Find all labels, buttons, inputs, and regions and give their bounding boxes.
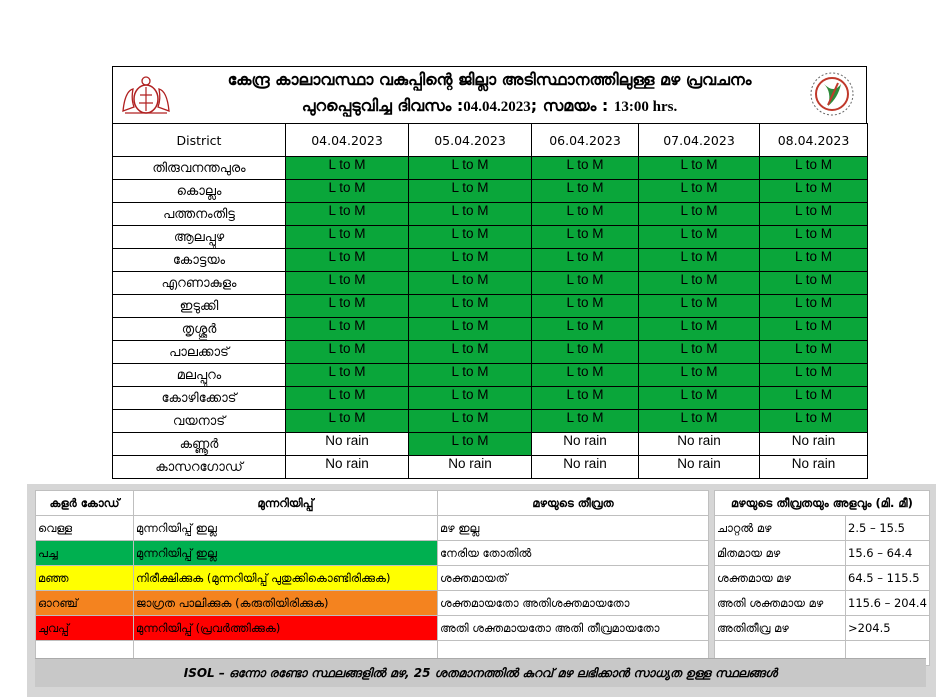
intensity-text: നേരിയ തോതിൽ	[438, 541, 709, 566]
table-row	[113, 387, 868, 410]
forecast-cell: L to M	[639, 341, 760, 364]
intensity-amount-header: മഴയുടെ തീവ്രതയും അളവും (മി. മീ)	[715, 491, 930, 516]
forecast-cell: L to M	[286, 295, 409, 318]
color-swatch: ചുവപ്പ്	[36, 616, 134, 641]
forecast-cell: L to M	[532, 410, 639, 433]
forecast-cell: L to M	[639, 249, 760, 272]
color-code-legend	[27, 484, 936, 697]
forecast-cell: L to M	[639, 318, 760, 341]
forecast-cell: No rain	[760, 433, 868, 456]
date-header: 05.04.2023	[409, 124, 532, 157]
forecast-cell: L to M	[639, 364, 760, 387]
warning-text: ജാഗ്രത പാലിക്കുക (കരുതിയിരിക്കുക)	[134, 591, 438, 616]
district-rain-forecast	[112, 66, 867, 479]
forecast-header	[112, 66, 867, 123]
district-name: ഇടുക്കി	[113, 295, 286, 318]
table-row	[113, 318, 868, 341]
forecast-cell: L to M	[639, 157, 760, 180]
forecast-cell: L to M	[409, 295, 532, 318]
kerala-state-emblem-icon	[121, 73, 171, 117]
rain-range: >204.5	[846, 616, 930, 641]
legend-row	[36, 516, 930, 541]
forecast-cell: L to M	[760, 157, 868, 180]
table-row	[113, 295, 868, 318]
forecast-cell: L to M	[409, 410, 532, 433]
table-row	[113, 180, 868, 203]
legend-header-row	[36, 491, 930, 516]
forecast-cell: L to M	[532, 249, 639, 272]
forecast-cell: L to M	[760, 203, 868, 226]
forecast-header-row	[113, 124, 868, 157]
forecast-cell: L to M	[760, 180, 868, 203]
forecast-cell: L to M	[409, 433, 532, 456]
forecast-cell: L to M	[532, 387, 639, 410]
table-row	[113, 341, 868, 364]
forecast-cell: L to M	[409, 249, 532, 272]
color-swatch: ഓറഞ്ച്	[36, 591, 134, 616]
district-name: ആലപ്പുഴ	[113, 226, 286, 249]
table-row	[113, 249, 868, 272]
issue-label: പുറപ്പെടുവിച്ച ദിവസം :	[301, 96, 464, 115]
legend-table	[35, 490, 930, 666]
forecast-cell: No rain	[532, 433, 639, 456]
color-swatch: വെള്ള	[36, 516, 134, 541]
rain-category: മിതമായ മഴ	[715, 541, 846, 566]
district-name: എറണാകുളം	[113, 272, 286, 295]
forecast-cell: L to M	[409, 387, 532, 410]
forecast-cell: L to M	[639, 180, 760, 203]
forecast-cell: L to M	[286, 226, 409, 249]
forecast-cell: L to M	[639, 272, 760, 295]
forecast-title: കേന്ദ്ര കാലാവസ്ഥാ വകുപ്പിന്റെ ജില്ലാ അടിസ്ഥാനത്തിലുള്ള മഴ പ്രവചനം	[227, 70, 752, 89]
forecast-cell: L to M	[532, 341, 639, 364]
district-name: പത്തനംതിട്ട	[113, 203, 286, 226]
warning-text: മുന്നറിയിപ്പ് ഇല്ല	[134, 541, 438, 566]
district-name: വയനാട്	[113, 410, 286, 433]
rain-category: അതിതീവ്ര മഴ	[715, 616, 846, 641]
table-row	[113, 226, 868, 249]
forecast-cell: L to M	[760, 410, 868, 433]
forecast-cell: L to M	[409, 364, 532, 387]
forecast-cell: L to M	[532, 203, 639, 226]
forecast-cell: L to M	[286, 157, 409, 180]
rain-range: 2.5 – 15.5	[846, 516, 930, 541]
district-name: പാലക്കാട്	[113, 341, 286, 364]
forecast-table	[112, 123, 868, 479]
forecast-cell: L to M	[639, 410, 760, 433]
imd-logo-icon	[808, 70, 856, 118]
forecast-cell: L to M	[639, 295, 760, 318]
table-row	[113, 433, 868, 456]
legend-row	[36, 616, 930, 641]
issue-date: 04.04.2023	[463, 99, 531, 115]
warning-text: നിരീക്ഷിക്കുക (മുന്നറിയിപ്പ് പുതുക്കികൊണ്ടിരിക്കുക)	[134, 566, 438, 591]
forecast-issue-line	[173, 96, 806, 116]
forecast-cell: L to M	[286, 249, 409, 272]
forecast-cell: L to M	[286, 341, 409, 364]
intensity-text: മഴ ഇല്ല	[438, 516, 709, 541]
district-name: കോഴിക്കോട്	[113, 387, 286, 410]
district-name: മലപ്പുറം	[113, 364, 286, 387]
forecast-cell: No rain	[409, 456, 532, 479]
forecast-cell: L to M	[532, 226, 639, 249]
rain-category: ശക്തമായ മഴ	[715, 566, 846, 591]
district-header: District	[113, 124, 286, 157]
issue-time: 13:00 hrs.	[613, 99, 678, 115]
date-header: 07.04.2023	[639, 124, 760, 157]
table-row	[113, 272, 868, 295]
forecast-cell: L to M	[760, 226, 868, 249]
forecast-cell: L to M	[409, 272, 532, 295]
forecast-cell: L to M	[532, 295, 639, 318]
forecast-cell: L to M	[286, 203, 409, 226]
district-name: തിരുവനന്തപുരം	[113, 157, 286, 180]
intensity-text: ശക്തമായത്	[438, 566, 709, 591]
rain-category: അതി ശക്തമായ മഴ	[715, 591, 846, 616]
forecast-cell: L to M	[286, 410, 409, 433]
table-row	[113, 364, 868, 387]
forecast-cell: No rain	[760, 456, 868, 479]
warning-text: മുന്നറിയിപ്പ് (പ്രവർത്തിക്കുക)	[134, 616, 438, 641]
forecast-cell: No rain	[286, 433, 409, 456]
forecast-cell: L to M	[760, 249, 868, 272]
table-row	[113, 456, 868, 479]
district-name: കണ്ണൂർ	[113, 433, 286, 456]
rain-range: 15.6 – 64.4	[846, 541, 930, 566]
isol-footnote: ISOL – ഒന്നോ രണ്ടോ സ്ഥലങ്ങളിൽ മഴ, 25 ശതമാനത്തിൽ കുറവ് മഴ ലഭിക്കാൻ സാധ്യത ഉള്ള സ്ഥലങ്ങൾ	[35, 658, 926, 687]
forecast-cell: No rain	[286, 456, 409, 479]
time-label: ; സമയം :	[530, 96, 614, 115]
forecast-cell: No rain	[639, 456, 760, 479]
color-swatch: മഞ്ഞ	[36, 566, 134, 591]
date-header: 06.04.2023	[532, 124, 639, 157]
forecast-cell: L to M	[760, 364, 868, 387]
date-header: 04.04.2023	[286, 124, 409, 157]
forecast-cell: L to M	[639, 226, 760, 249]
rain-category: ചാറ്റൽ മഴ	[715, 516, 846, 541]
table-row	[113, 410, 868, 433]
forecast-cell: L to M	[760, 318, 868, 341]
intensity-text: ശക്തമായതോ അതിശക്തമായതോ	[438, 591, 709, 616]
date-header: 08.04.2023	[760, 124, 868, 157]
forecast-cell: L to M	[409, 203, 532, 226]
table-row	[113, 157, 868, 180]
intensity-text: അതി ശക്തമായതോ അതി തീവ്രമായതോ	[438, 616, 709, 641]
forecast-cell: L to M	[532, 157, 639, 180]
forecast-cell: L to M	[286, 387, 409, 410]
warning-text: മുന്നറിയിപ്പ് ഇല്ല	[134, 516, 438, 541]
rain-range: 115.6 – 204.4	[846, 591, 930, 616]
forecast-cell: L to M	[532, 364, 639, 387]
forecast-cell: L to M	[286, 180, 409, 203]
forecast-cell: L to M	[409, 226, 532, 249]
rain-range: 64.5 – 115.5	[846, 566, 930, 591]
district-name: കോട്ടയം	[113, 249, 286, 272]
district-name: തൃശ്ശൂർ	[113, 318, 286, 341]
forecast-cell: L to M	[409, 157, 532, 180]
forecast-cell: L to M	[760, 387, 868, 410]
district-name: കൊല്ലം	[113, 180, 286, 203]
forecast-cell: L to M	[286, 272, 409, 295]
forecast-cell: L to M	[532, 318, 639, 341]
color-swatch: പച്ച	[36, 541, 134, 566]
district-name: കാസറഗോഡ്	[113, 456, 286, 479]
forecast-cell: L to M	[760, 272, 868, 295]
legend-row	[36, 566, 930, 591]
forecast-cell: L to M	[760, 295, 868, 318]
color-code-header: കളർ കോഡ്	[36, 491, 134, 516]
forecast-cell: L to M	[286, 318, 409, 341]
intensity-header: മഴയുടെ തീവ്രത	[438, 491, 709, 516]
legend-row	[36, 541, 930, 566]
forecast-cell: L to M	[532, 272, 639, 295]
forecast-cell: L to M	[286, 364, 409, 387]
forecast-cell: L to M	[532, 180, 639, 203]
forecast-cell: L to M	[760, 341, 868, 364]
forecast-cell: No rain	[639, 433, 760, 456]
warning-header: മുന്നറിയിപ്പ്	[134, 491, 438, 516]
forecast-cell: L to M	[409, 318, 532, 341]
forecast-cell: No rain	[532, 456, 639, 479]
legend-row	[36, 591, 930, 616]
forecast-cell: L to M	[409, 180, 532, 203]
forecast-cell: L to M	[409, 341, 532, 364]
forecast-cell: L to M	[639, 203, 760, 226]
table-row	[113, 203, 868, 226]
forecast-cell: L to M	[639, 387, 760, 410]
